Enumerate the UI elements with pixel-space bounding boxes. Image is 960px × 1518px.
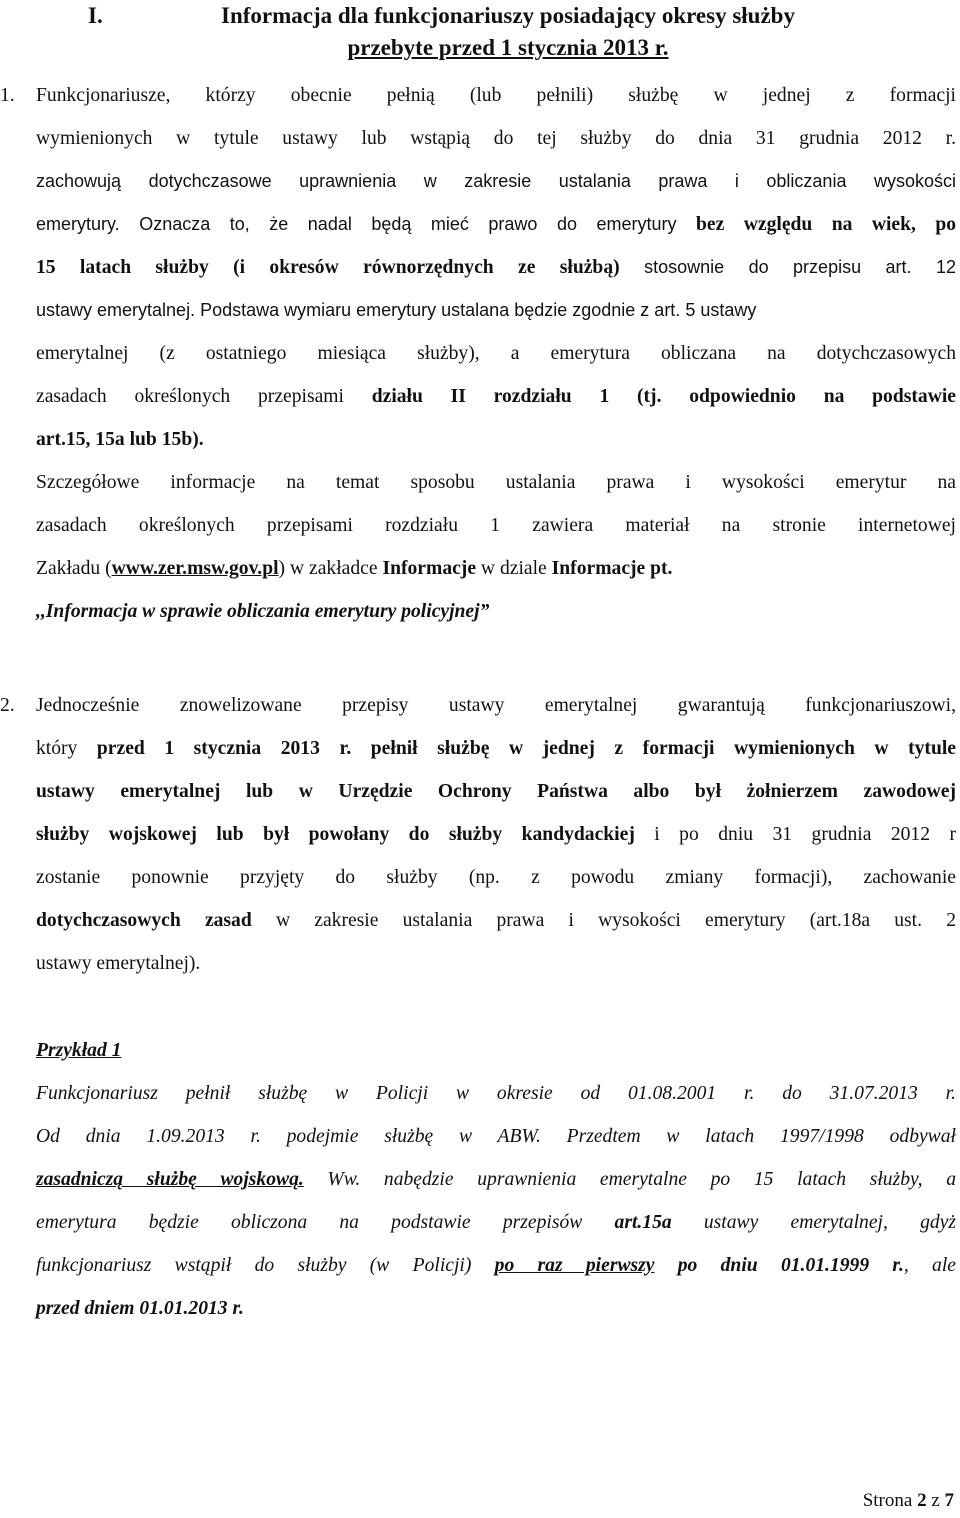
- p2-line: ustawy emerytalnej).: [36, 953, 201, 974]
- p1-line: art.15, 15a lub 15b).: [36, 429, 204, 450]
- p2-line: [36, 899, 956, 942]
- p2-line: [36, 813, 956, 856]
- example-bold-text: po raz pierwszy: [494, 1255, 655, 1276]
- p2-bold-text: przed 1 stycznia 2013 r. pełnił służbę w jednej z formacji wymienionych w tytule: [96, 738, 956, 759]
- p1-bold-text: 15 latach służby (i okresów równorzędnych ze służbą): [36, 257, 620, 278]
- p1-bold-text: Informacje: [382, 558, 477, 579]
- example-text: ustawy emerytalnej, gdyż: [671, 1212, 956, 1233]
- example-text: funkcjonariusz wstąpił do służby (w Policji): [36, 1255, 495, 1276]
- p2-bold-text: służby wojskowej lub był powołany do służby kandydackiej: [36, 824, 635, 845]
- footer-label: Strona: [862, 1490, 918, 1511]
- example-bold-text: zasadniczą służbę wojskową.: [36, 1169, 304, 1190]
- p1-line: emerytalnej (z ostatniego miesiąca służby), a emerytura obliczana na dotychczasowych: [36, 343, 956, 364]
- p2-line: ustawy emerytalnej lub w Urzędzie Ochrony Państwa albo był żołnierzem zawodowej: [36, 781, 956, 802]
- paragraph-2: [0, 684, 956, 985]
- section-heading: [88, 0, 928, 64]
- p1-text: Zakładu (: [36, 558, 112, 579]
- p1-text: w dziale: [476, 558, 552, 579]
- p1-line: zasadach określonych przepisami rozdziału 1 zawiera materiał na stronie internetowej: [36, 515, 956, 536]
- example-bold-text: art.15a: [614, 1212, 672, 1233]
- p1-text: ustawy emerytalnej.: [36, 300, 201, 320]
- footer-of: z: [926, 1490, 945, 1511]
- p1-line: [36, 289, 956, 332]
- website-link[interactable]: www.zer.msw.gov.pl: [111, 558, 279, 579]
- p1-line: [36, 375, 956, 418]
- heading-number: I.: [88, 3, 103, 28]
- p1-text: zasadach określonych przepisami: [36, 386, 372, 407]
- page-total: 7: [944, 1490, 954, 1511]
- p1-bold-text: działu II rozdziału 1 (tj. odpowiednio na podstawie: [371, 386, 956, 407]
- heading-line-2: przebyte przed 1 stycznia 2013 r.: [347, 35, 669, 60]
- paragraph-2-number: 2.: [0, 695, 15, 716]
- heading-line-1: Informacja dla funkcjonariuszy posiadający okresy służby: [221, 3, 795, 28]
- example-line: [36, 1158, 956, 1201]
- p2-line: [36, 727, 956, 770]
- p2-bold-text: dotychczasowych zasad: [36, 910, 252, 931]
- example-text: emerytura będzie obliczona na podstawie przepisów: [36, 1212, 615, 1233]
- p2-text: w zakresie ustalania prawa i wysokości emerytury (art.18a ust. 2: [251, 910, 956, 931]
- example-line: [36, 1244, 956, 1287]
- p1-bold-text: Informacje pt.: [551, 558, 673, 579]
- example-line: przed dniem 01.01.2013 r.: [36, 1298, 244, 1319]
- p1-line: [36, 203, 956, 246]
- page-footer: [863, 1488, 954, 1514]
- p1-line: ,,Informacja w sprawie obliczania emerytury policyjnej”: [36, 601, 490, 622]
- example-line: [36, 1201, 956, 1244]
- p2-line: zostanie ponownie przyjęty do służby (np. z powodu zmiany formacji), zachowanie: [36, 867, 956, 888]
- p1-line: Funkcjonariusze, którzy obecnie pełnią (lub pełnili) służbę w jednej z formacji: [36, 85, 956, 106]
- p2-text: który: [36, 738, 97, 759]
- paragraph-1-number: 1.: [0, 85, 15, 106]
- p1-text: stosownie do przepisu art. 12: [619, 257, 956, 277]
- example-text: Ww. nabędzie uprawnienia emerytalne po 15 latach służby, a: [303, 1169, 956, 1190]
- p2-line: Jednocześnie znowelizowane przepisy ustawy emerytalnej gwarantują funkcjonariuszowi,: [36, 695, 956, 716]
- p1-line: wymienionych w tytule ustawy lub wstąpią do tej służby do dnia 31 grudnia 2012 r.: [36, 128, 956, 149]
- example-bold-text: po dniu 01.01.1999 r.: [654, 1255, 904, 1276]
- p1-line: [36, 547, 956, 590]
- example-title: Przykład 1: [36, 1040, 122, 1061]
- p1-line: [36, 246, 956, 289]
- p1-text: emerytury.: [36, 214, 140, 234]
- p1-line: zachowują dotychczasowe uprawnienia w zakresie ustalania prawa i obliczania wysokości: [36, 171, 956, 191]
- p1-text: Podstawa wymiaru emerytury ustalana będzie zgodnie z art. 5 ustawy: [200, 300, 757, 320]
- page-number: 2: [917, 1490, 927, 1511]
- p2-text: i po dniu 31 grudnia 2012 r: [634, 824, 956, 845]
- p1-text: ) w zakładce: [278, 558, 383, 579]
- example-block: [36, 1029, 956, 1330]
- example-text: , ale: [903, 1255, 956, 1276]
- example-line: Funkcjonariusz pełnił służbę w Policji w okresie od 01.08.2001 r. do 31.07.2013 r.: [36, 1083, 956, 1104]
- p1-line: Szczegółowe informacje na temat sposobu ustalania prawa i wysokości emerytur na: [36, 472, 956, 493]
- example-line: Od dnia 1.09.2013 r. podejmie służbę w ABW. Przedtem w latach 1997/1998 odbywał: [36, 1126, 956, 1147]
- paragraph-1: [0, 74, 957, 633]
- p1-bold-text: bez względu na wiek, po: [696, 214, 957, 235]
- p1-text: Oznacza to, że nadal będą mieć prawo do emerytury: [139, 214, 697, 234]
